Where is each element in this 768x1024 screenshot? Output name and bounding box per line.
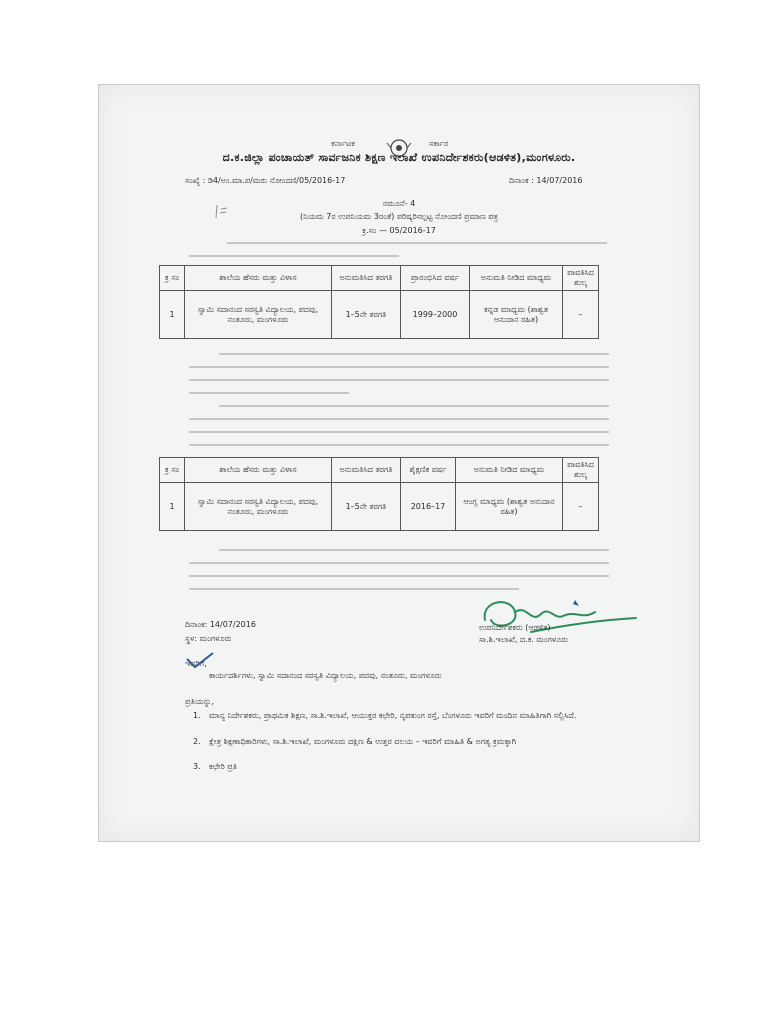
- table-cell: 1999–2000: [401, 291, 470, 339]
- table-cell: ಸ್ವಾಮಿ ಸದಾನಂದ ಸರಸ್ವತಿ ವಿದ್ಯಾಲಯ, ಪದವು, ನಂತೂರು, ಮಂಗಳೂರು: [185, 291, 332, 339]
- table-header-cell: ಅನುಮತಿಸಿದ ತರಗತಿ: [332, 458, 401, 483]
- copy-to-label: ಪ್ರತಿಯನ್ನು,: [185, 697, 214, 706]
- table-header-cell: ಶೈಕ್ಷಣಿಕ ವರ್ಷ: [401, 458, 456, 483]
- paragraph-3-line: [219, 405, 609, 407]
- addressee-line: ಕಾರ್ಯದರ್ಶಿಗಳು, ಸ್ವಾಮಿ ಸದಾನಂದ ಸರಸ್ವತಿ ವಿದ್ಯಾಲಯ, ಪದವು, ನಂತೂರು, ಮಂಗಳೂರು: [209, 671, 442, 680]
- table-cell: 1–5ನೇ ತರಗತಿ: [332, 483, 401, 531]
- table-header-cell: ಪ್ರಾರಂಭಿಸಿದ ವರ್ಷ: [401, 266, 470, 291]
- registration-table-original: [159, 265, 599, 339]
- table-cell: –: [563, 291, 599, 339]
- sign-place: ಸ್ಥಳ: ಮಂಗಳೂರು: [185, 634, 232, 643]
- paragraph-4-line: [219, 549, 609, 551]
- table-header-row: [160, 458, 599, 483]
- copy-recipient: ಕ್ಷೇತ್ರ ಶಿಕ್ಷಣಾಧಿಕಾರಿಗಳು, ಸಾ.ಶಿ.ಇಲಾಖೆ, ಮಂಗಳೂರು ದಕ್ಷಿಣ & ಉತ್ತರ ವಲಯ – ಇವರಿಗೆ ಮಾಹಿತಿ & ಅಗತ್ಯ ಕ್ರಮಕ್ಕಾಗಿ: [209, 737, 517, 746]
- paragraph-4-line: [189, 575, 609, 577]
- paragraph-1-line: [189, 255, 399, 257]
- table-row: [160, 483, 599, 531]
- table-header-cell: ಅನುಮತಿ ನೀಡಿದ ಮಾಧ್ಯಮ: [456, 458, 563, 483]
- issue-date: ದಿನಾಂಕ : 14/07/2016: [509, 176, 583, 185]
- table-cell: 1: [160, 291, 185, 339]
- table-cell: 1–5ನೇ ತರಗತಿ: [332, 291, 401, 339]
- table-header-cell: ಶಾಲೆಯ ಹೆಸರು ಮತ್ತು ವಿಳಾಸ: [185, 266, 332, 291]
- header-govt-word: ಸರ್ಕಾರ: [429, 139, 449, 148]
- table-cell: ಆಂಗ್ಲ ಮಾಧ್ಯಮ (ಶಾಶ್ವತ ಅನುದಾನ ರಹಿತ): [456, 483, 563, 531]
- copy-recipient: ಕಛೇರಿ ಪ್ರತಿ: [209, 762, 237, 771]
- table-row: [160, 291, 599, 339]
- paragraph-3-line: [189, 418, 609, 420]
- copy-number: 3.: [193, 762, 201, 771]
- table-header-cell: ಅನುಮತಿ ನೀಡಿದ ಮಾಧ್ಯಮ: [470, 266, 563, 291]
- reference-number: ಸಂಖ್ಯೆ : ಡಿ4/ಅಂ.ಮಾ.ಪ/ಮರು ನೋಂದಣಿ/05/2016-17: [185, 176, 346, 185]
- paragraph-2-line: [189, 379, 609, 381]
- office-title: ದ.ಕ.ಜಿಲ್ಲಾ ಪಂಚಾಯತ್ ಸಾರ್ವಜನಿಕ ಶಿಕ್ಷಣ ಇಲಾಖೆ ಉಪನಿರ್ದೇಶಕರು(ಆಡಳಿತ),ಮಂಗಳೂರು.: [222, 151, 576, 164]
- table-header-cell: ಕ್ರ ಸಂ: [160, 266, 185, 291]
- paragraph-1-line: [227, 242, 607, 244]
- table-header-cell: ಶಾಲೆಯ ಹೆಸರು ಮತ್ತು ವಿಳಾಸ: [185, 458, 332, 483]
- table-header-cell: ಅನುಮತಿಸಿದ ತರಗತಿ: [332, 266, 401, 291]
- officer-office: ಸಾ.ಶಿ.ಇಲಾಖೆ, ದ.ಕ. ಮಂಗಳೂರು: [479, 635, 569, 644]
- table-cell: 2016–17: [401, 483, 456, 531]
- officer-designation: ಉಪನಿರ್ದೇಶಕರು (ಆಡಳಿತ): [479, 623, 551, 632]
- rule-line: (ನಿಯಮ 7ರ ಉಪನಿಯಮ 3ರಂತೆ) ಪರಿಷ್ಕರಿಸಲ್ಪಟ್ಟ ನೋಂದಣಿ ಪ್ರಮಾಣ ಪತ್ರ: [299, 212, 499, 221]
- paragraph-2-line: [219, 353, 609, 355]
- document-page: [98, 84, 700, 842]
- paragraph-2-line: [189, 366, 609, 368]
- copy-number: 2.: [193, 737, 201, 746]
- sign-date: ದಿನಾಂಕ: 14/07/2016: [185, 620, 256, 629]
- table-cell: –: [563, 483, 599, 531]
- registration-table-revised: [159, 457, 599, 531]
- paragraph-4-line: [189, 562, 609, 564]
- header-state-word: ಕರ್ನಾಟಕ: [331, 139, 355, 148]
- paragraph-4-line: [189, 588, 519, 590]
- table-header-cell: ಪಾವತಿಸಿದ ಶುಲ್ಕ: [563, 266, 599, 291]
- table-cell: ಸ್ವಾಮಿ ಸದಾನಂದ ಸರಸ್ವತಿ ವಿದ್ಯಾಲಯ, ಪದವು, ನಂತೂರು, ಮಂಗಳೂರು: [185, 483, 332, 531]
- table-header-cell: ಕ್ರ ಸಂ: [160, 458, 185, 483]
- checkmark-icon: [185, 651, 215, 669]
- form-number: ನಮೂನೆ- 4: [382, 199, 416, 208]
- paragraph-3-line: [189, 444, 609, 446]
- paragraph-3-line: [189, 431, 609, 433]
- paragraph-2-line: [189, 392, 349, 394]
- to-label: ಇವರಿಗೆ,: [185, 659, 207, 668]
- copy-recipient: ಮಾನ್ಯ ನಿರ್ದೇಶಕರು, ಪ್ರಾಥಮಿಕ ಶಿಕ್ಷಣ, ಸಾ.ಶಿ.ಇಲಾಖೆ, ಆಯುಕ್ತರ ಕಛೇರಿ, ನೃಪತುಂಗ ರಸ್ತೆ, ಬೆಂಗಳೂರು ಇವರಿಗೆ ಮಂದಿನ ಮಾಹಿತಿಗಾಗಿ ಸಲ್ಲಿಸಿದೆ.: [209, 711, 577, 720]
- table-header-row: [160, 266, 599, 291]
- table-header-cell: ಪಾವತಿಸಿದ ಶುಲ್ಕ: [563, 458, 599, 483]
- table-cell: ಕನ್ನಡ ಮಾಧ್ಯಮ (ಶಾಶ್ವತ ಅನುದಾನ ರಹಿತ): [470, 291, 563, 339]
- table-cell: 1: [160, 483, 185, 531]
- certificate-serial: ಕ್ರ.ಸಂ — 05/2016-17: [362, 226, 436, 235]
- copy-number: 1.: [193, 711, 201, 720]
